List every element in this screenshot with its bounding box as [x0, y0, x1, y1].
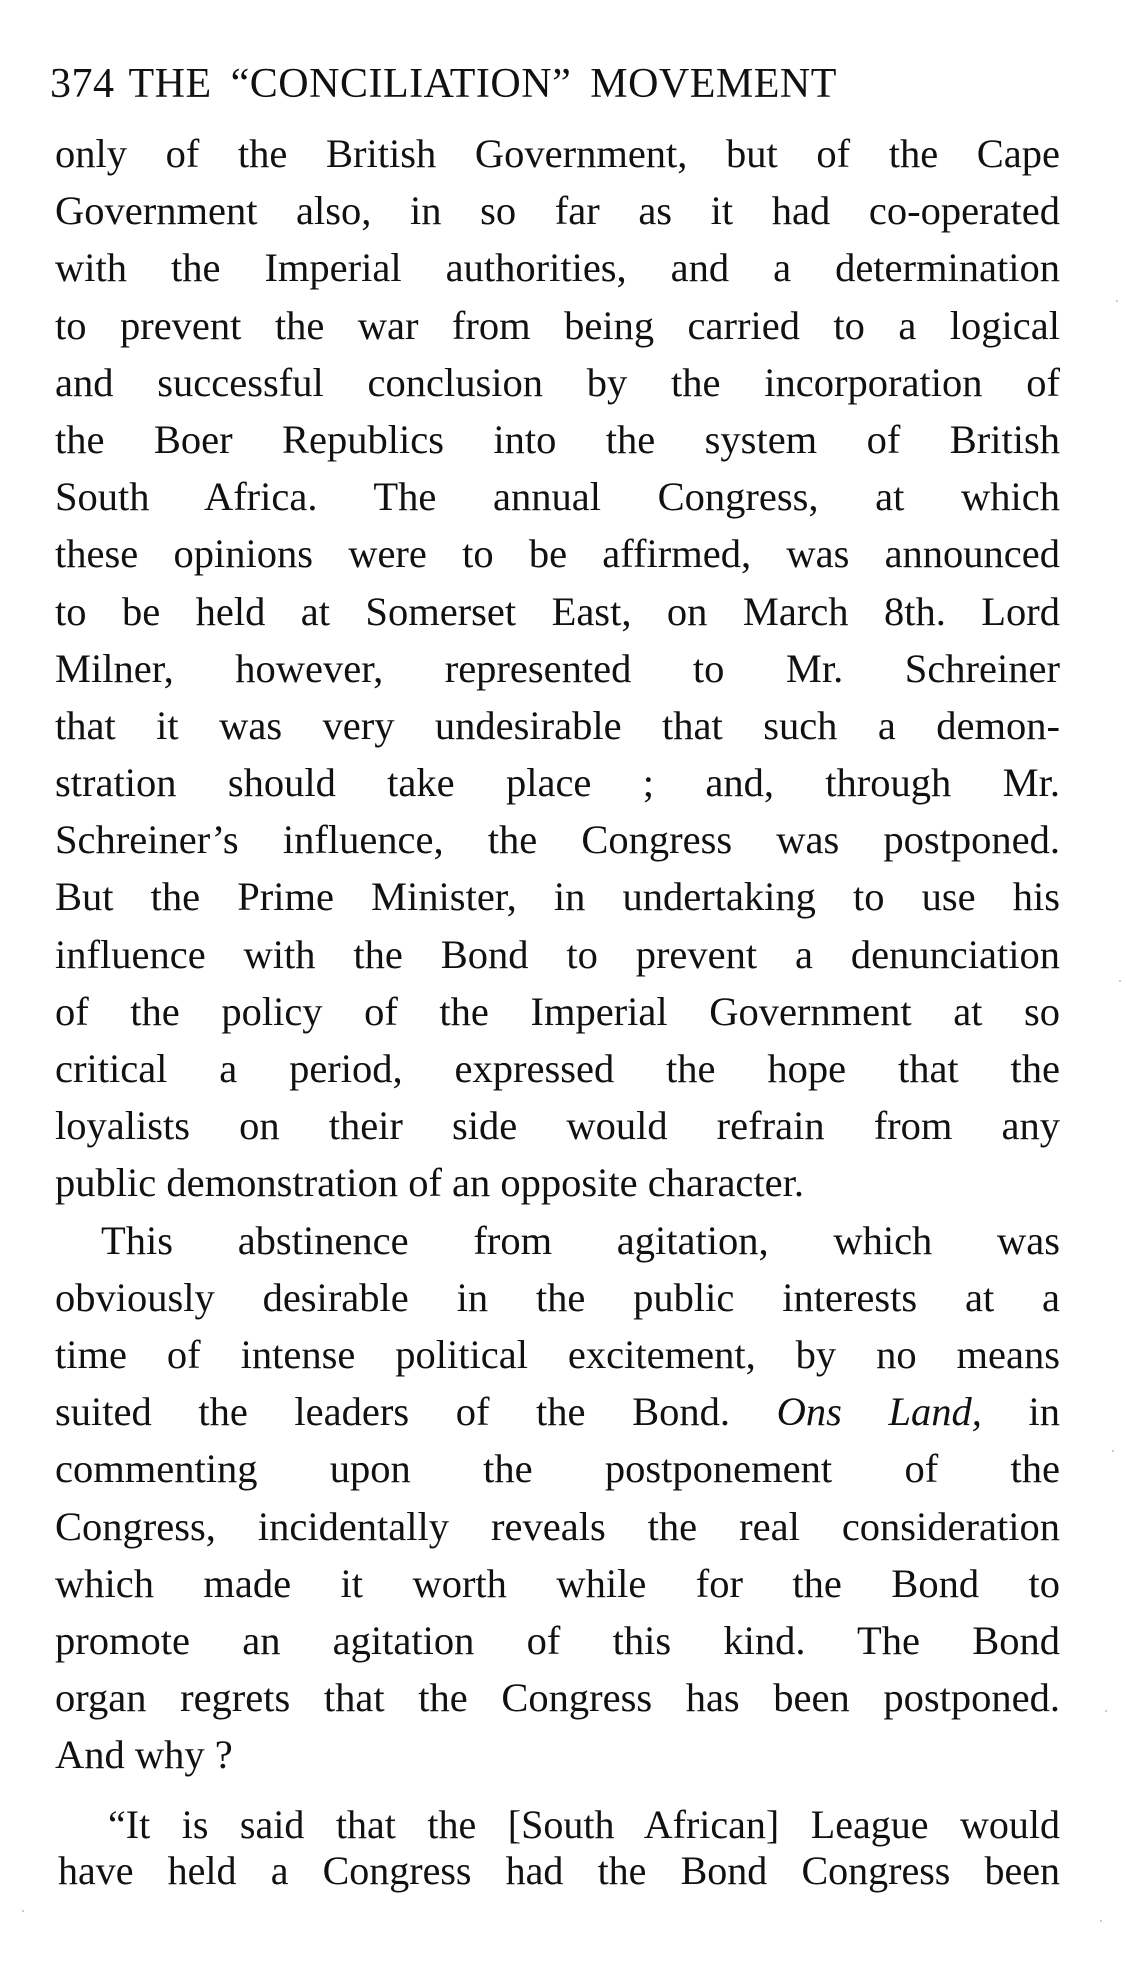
quote-line: “It is said that the [South African] League would [108, 1802, 1060, 1847]
scan-speck [22, 1910, 24, 1912]
text-line: organ regrets that the Congress has been postponed. [55, 1675, 1060, 1721]
text-line-with-italic [55, 1383, 1060, 1440]
paragraph-2 [55, 1212, 1060, 1784]
scan-speck [1105, 1710, 1107, 1712]
scan-speck [1100, 1920, 1102, 1922]
paragraph-1 [55, 125, 1060, 1212]
text-line: the Boer Republics into the system of British [55, 416, 1060, 462]
text-line: time of intense political excitement, by no means [55, 1331, 1060, 1377]
text-line: loyalists on their side would refrain from any [55, 1103, 1060, 1149]
chapter-title: THE “CONCILIATION” MOVEMENT [128, 61, 837, 107]
text-line: But the Prime Minister, in undertaking to use his [55, 874, 1060, 920]
text-line: and successful conclusion by the incorporation of [55, 359, 1060, 405]
text-line: to prevent the war from being carried to a logical [55, 302, 1060, 348]
text-line: obviously desirable in the public interests at a [55, 1274, 1060, 1320]
text-line: And why ? [55, 1732, 233, 1778]
text-line: stration should take place ; and, through Mr. [55, 760, 1060, 806]
scan-speck [1116, 300, 1118, 302]
page-number: 374 [50, 61, 115, 107]
text-line: public demonstration of an opposite character. [55, 1160, 805, 1206]
text-line: to be held at Somerset East, on March 8th. Lord [55, 588, 1060, 634]
quote-line: have held a Congress had the Bond Congress been [58, 1848, 1060, 1893]
text-line: South Africa. The annual Congress, at which [55, 474, 1060, 520]
text-line: that it was very undesirable that such a demon- [55, 702, 1060, 748]
text-line: This abstinence from agitation, which was [101, 1217, 1060, 1263]
text-line: commenting upon the postponement of the [55, 1446, 1060, 1492]
text-line: Milner, however, represented to Mr. Schreiner [55, 645, 1060, 691]
text-segment: suited the leaders of the Bond. [55, 1389, 777, 1435]
running-head [50, 58, 1060, 110]
text-line: Government also, in so far as it had co-operated [55, 188, 1060, 234]
scan-speck [1112, 1450, 1114, 1452]
text-line: critical a period, expressed the hope that the [55, 1046, 1060, 1091]
text-line: promote an agitation of this kind. The Bond [55, 1617, 1060, 1663]
newspaper-title: Ons Land, [776, 1389, 982, 1435]
text-line: which made it worth while for the Bond to [55, 1560, 1060, 1606]
text-line: these opinions were to be affirmed, was announced [55, 531, 1060, 577]
scan-speck [1119, 980, 1121, 982]
text-line: only of the British Government, but of the Cape [55, 131, 1060, 176]
text-segment: in [981, 1389, 1060, 1435]
text-line: Schreiner’s influence, the Congress was postponed. [55, 817, 1060, 863]
text-line: influence with the Bond to prevent a denunciation [55, 931, 1060, 977]
text-line: of the policy of the Imperial Government at so [55, 988, 1060, 1034]
body-text [55, 125, 1060, 1783]
text-line: with the Imperial authorities, and a determination [55, 245, 1060, 291]
text-line: Congress, incidentally reveals the real consideration [55, 1503, 1060, 1549]
block-quote [58, 1802, 1060, 1894]
